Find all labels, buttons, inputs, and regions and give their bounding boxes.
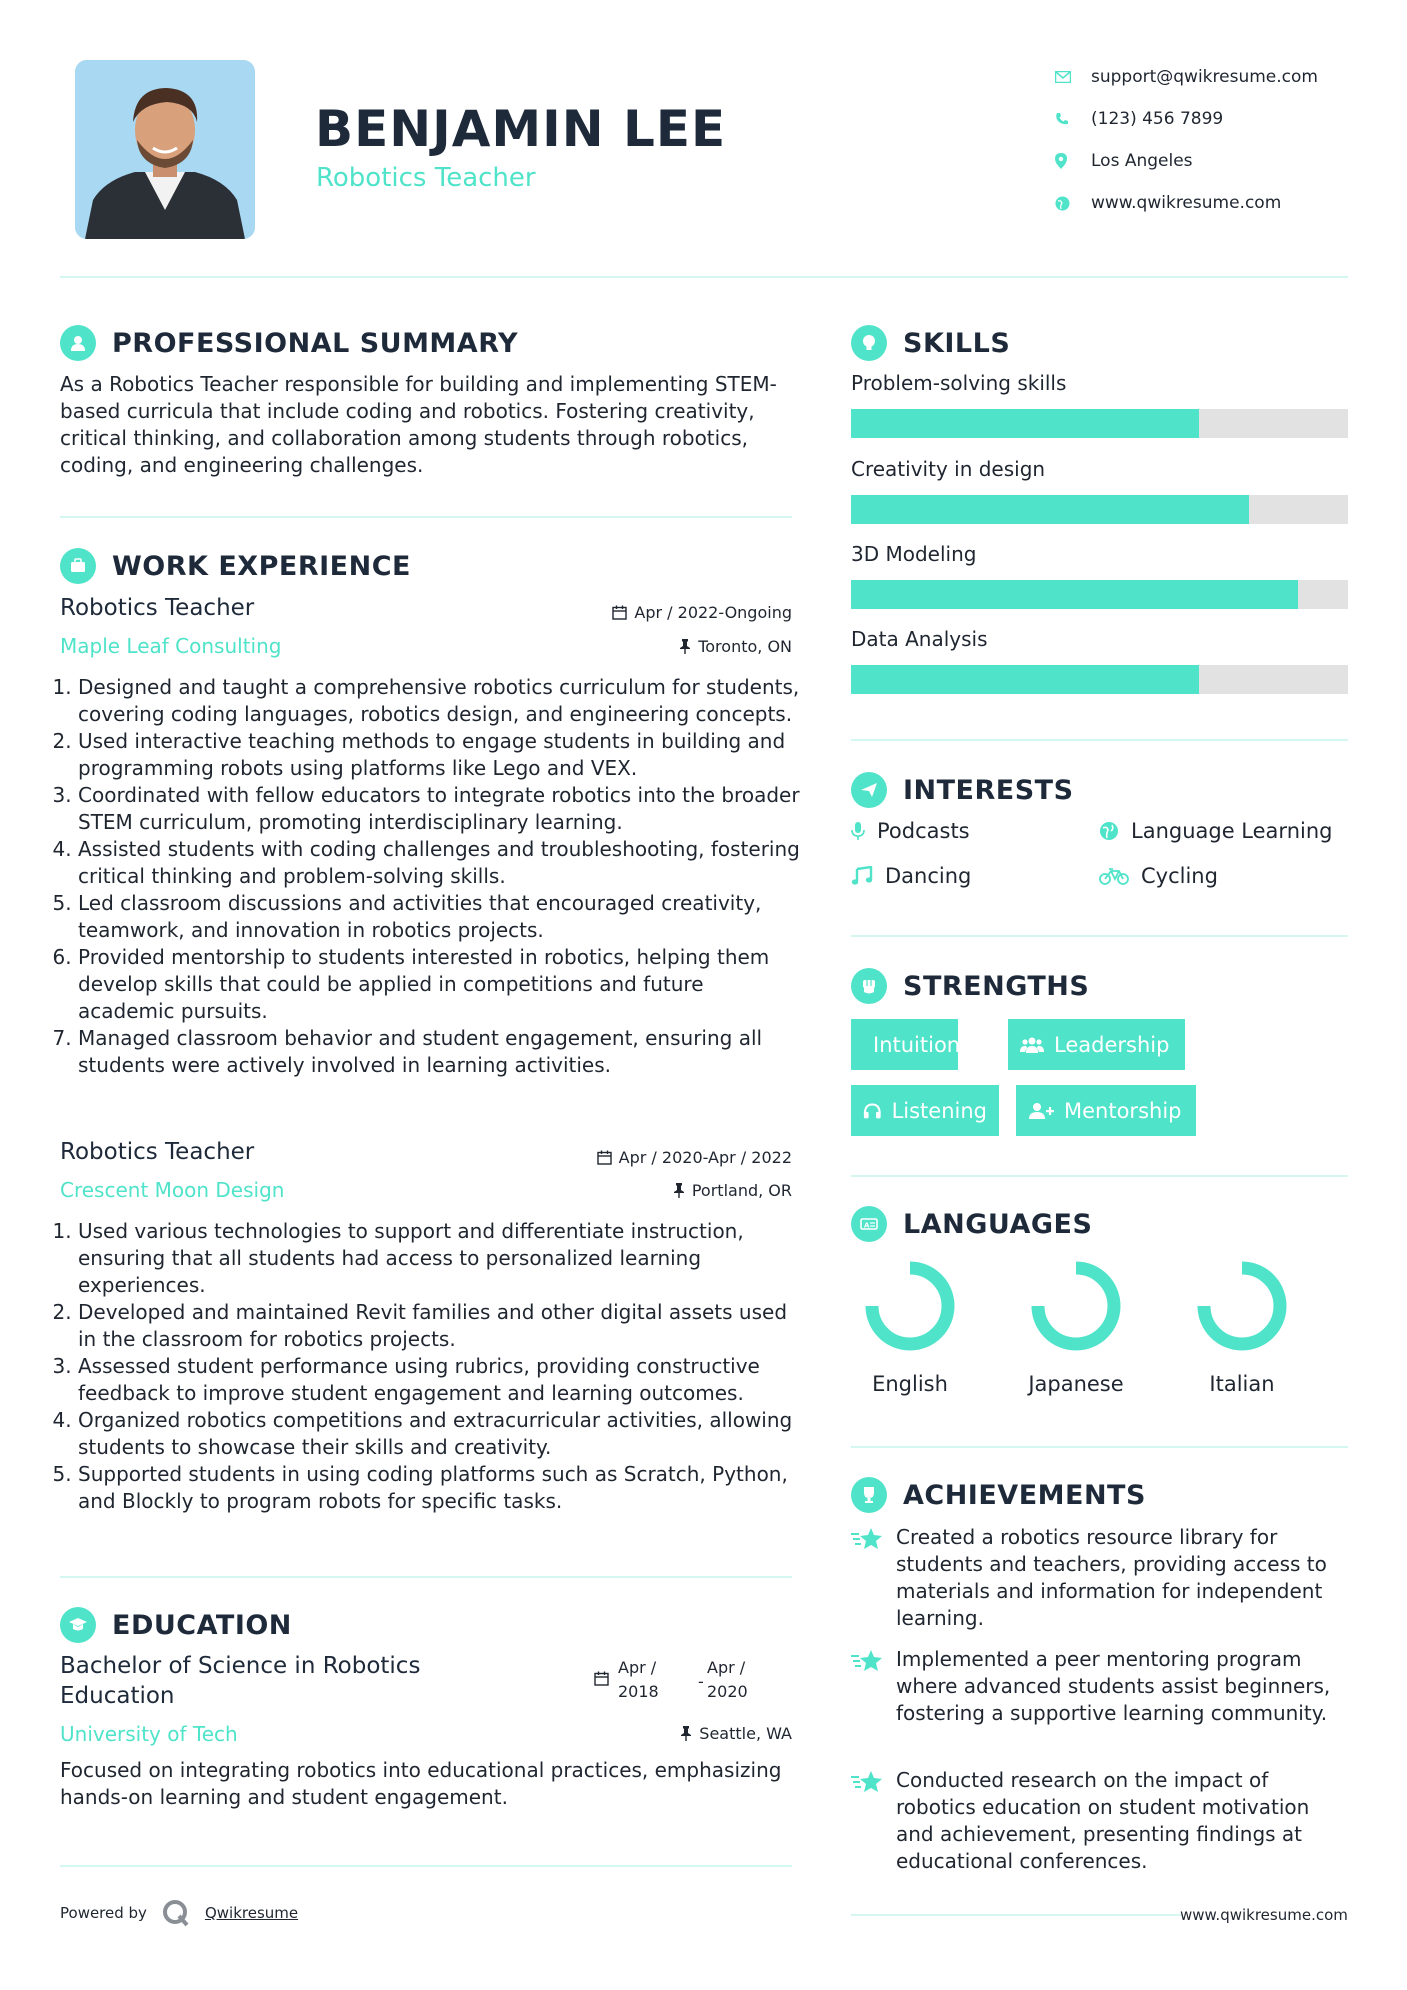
degree-line-1: Bachelor of Science in Robotics bbox=[60, 1653, 421, 1679]
job-1-location-text: Toronto, ON bbox=[698, 637, 792, 656]
language-label: Italian bbox=[1209, 1372, 1275, 1396]
interest-dancing bbox=[851, 864, 971, 888]
list-item: 2. Developed and maintained Revit families and other digital assets used in the classroom for robotics projects. bbox=[78, 1299, 800, 1353]
job-1-dates-text: Apr / 2022-Ongoing bbox=[634, 603, 792, 622]
job-2-location-text: Portland, OR bbox=[691, 1181, 792, 1200]
job-2-location bbox=[560, 1181, 792, 1200]
candidate-name: BENJAMIN LEE bbox=[315, 100, 727, 158]
skill-2-label: Creativity in design bbox=[851, 457, 1046, 481]
interest-label: Podcasts bbox=[877, 819, 970, 843]
education-heading bbox=[60, 1607, 292, 1643]
avatar bbox=[75, 60, 255, 239]
strengths-heading bbox=[851, 968, 1089, 1004]
profile-photo bbox=[75, 60, 255, 239]
contact-website[interactable] bbox=[1055, 182, 1375, 224]
pushpin-icon bbox=[679, 639, 691, 654]
microphone-icon bbox=[851, 821, 865, 841]
strengths-title: STRENGTHS bbox=[903, 970, 1090, 1002]
powered-by bbox=[60, 1898, 298, 1928]
strengths-divider bbox=[851, 1175, 1348, 1177]
music-note-icon bbox=[851, 866, 873, 886]
list-item: 1. Used various technologies to support and differentiate instruction, ensuring that all students had access to personalized learning experiences. bbox=[78, 1218, 800, 1299]
star-speed-icon bbox=[851, 1646, 896, 1727]
summary-divider bbox=[60, 516, 792, 518]
language-ring bbox=[1028, 1258, 1124, 1354]
header-divider bbox=[60, 276, 1348, 278]
strength-label: Leadership bbox=[1054, 1032, 1170, 1057]
powered-by-label: Powered by bbox=[60, 1904, 147, 1922]
interest-label: Language Learning bbox=[1131, 819, 1333, 843]
education-title: EDUCATION bbox=[112, 1609, 292, 1641]
experience-heading bbox=[60, 548, 411, 584]
fist-icon bbox=[851, 968, 887, 1004]
globe-icon bbox=[1055, 196, 1070, 211]
degree-line-2: Education bbox=[60, 1683, 175, 1709]
contact-email[interactable] bbox=[1055, 56, 1375, 98]
job-2-dates-text: Apr / 2020-Apr / 2022 bbox=[618, 1148, 792, 1167]
briefcase-icon bbox=[60, 548, 96, 584]
job-1-location bbox=[560, 637, 792, 656]
interest-cycling bbox=[1099, 864, 1218, 888]
contact-phone[interactable] bbox=[1055, 98, 1375, 140]
job-2-duties bbox=[60, 1218, 800, 1515]
user-icon bbox=[60, 325, 96, 361]
experience-title: WORK EXPERIENCE bbox=[112, 550, 411, 582]
star-speed-icon bbox=[851, 1524, 896, 1632]
language-ring bbox=[1194, 1258, 1290, 1354]
language-label: English bbox=[872, 1372, 948, 1396]
skill-3-label: 3D Modeling bbox=[851, 542, 977, 566]
calendar-icon bbox=[612, 605, 627, 620]
skill-1-bar bbox=[851, 409, 1348, 438]
summary-heading bbox=[60, 325, 518, 361]
user-plus-icon bbox=[1028, 1102, 1054, 1120]
skill-3-bar bbox=[851, 580, 1348, 609]
users-icon bbox=[1020, 1036, 1044, 1054]
headphones-icon bbox=[863, 1102, 882, 1120]
languages-heading bbox=[851, 1206, 1092, 1242]
interest-label: Cycling bbox=[1141, 864, 1218, 888]
education-start-year: 2018 bbox=[618, 1682, 659, 1701]
skill-2-fill bbox=[851, 495, 1249, 524]
contact-website-text: www.qwikresume.com bbox=[1091, 193, 1282, 213]
list-item: 1. Designed and taught a comprehensive robotics curriculum for students, covering coding languages, robotics design, and engineering concepts. bbox=[78, 674, 800, 728]
interest-language-learning bbox=[1099, 819, 1332, 843]
strength-label: Listening bbox=[891, 1098, 987, 1123]
achievement-text: Conducted research on the impact of robotics education on student motivation and achievement, presenting findings at educational conferences. bbox=[896, 1768, 1310, 1873]
education-end-date bbox=[707, 1656, 748, 1704]
phone-icon bbox=[1055, 112, 1069, 126]
language-italian bbox=[1182, 1258, 1302, 1396]
education-divider bbox=[60, 1865, 792, 1867]
bicycle-icon bbox=[1099, 866, 1129, 886]
strength-label: Intuition bbox=[873, 1032, 961, 1057]
list-item: 7. Managed classroom behavior and student engagement, ensuring all students were actively involved in learning activities. bbox=[78, 1025, 800, 1079]
job-2-title: Robotics Teacher bbox=[60, 1139, 255, 1165]
footer-website[interactable]: www.qwikresume.com bbox=[1180, 1906, 1348, 1924]
job-2-company: Crescent Moon Design bbox=[60, 1178, 285, 1202]
languages-title: LANGUAGES bbox=[903, 1208, 1093, 1240]
school-name: University of Tech bbox=[60, 1722, 238, 1746]
education-start-month: Apr / bbox=[618, 1658, 657, 1677]
list-item: 6. Provided mentorship to students interested in robotics, helping them develop skills that could be applied in competitions and future academic pursuits. bbox=[78, 944, 800, 1025]
contact-phone-text: (123) 456 7899 bbox=[1091, 109, 1224, 129]
email-icon bbox=[1055, 71, 1071, 83]
list-item: 4. Assisted students with coding challenges and troubleshooting, fostering critical thinking and problem-solving skills. bbox=[78, 836, 800, 890]
education-location-text: Seattle, WA bbox=[699, 1724, 792, 1743]
interests-divider bbox=[851, 935, 1348, 937]
language-label: Japanese bbox=[1028, 1372, 1124, 1396]
contact-block bbox=[1055, 56, 1375, 224]
achievement-text: Implemented a peer mentoring program where advanced students assist beginners, fostering a supportive learning community. bbox=[896, 1647, 1331, 1725]
globe-icon bbox=[1099, 821, 1119, 841]
job-1-title: Robotics Teacher bbox=[60, 595, 255, 621]
skill-4-fill bbox=[851, 665, 1199, 694]
skills-heading bbox=[851, 325, 1010, 361]
languages-divider bbox=[851, 1446, 1348, 1448]
strength-chip-listening bbox=[851, 1085, 999, 1136]
interests-heading bbox=[851, 772, 1074, 808]
language-english bbox=[850, 1258, 970, 1396]
skill-4-bar bbox=[851, 665, 1348, 694]
skills-divider bbox=[851, 739, 1348, 741]
achievements-heading bbox=[851, 1477, 1146, 1513]
map-pin-icon bbox=[1055, 153, 1067, 169]
education-end-year: 2020 bbox=[707, 1682, 748, 1701]
job-1-duties bbox=[60, 674, 800, 1079]
svg-text:A: A bbox=[864, 1221, 870, 1230]
contact-email-text: support@qwikresume.com bbox=[1091, 67, 1318, 87]
achievement-item bbox=[851, 1646, 1348, 1727]
graduation-icon bbox=[60, 1607, 96, 1643]
strength-chip-intuition bbox=[851, 1019, 961, 1070]
skill-1-fill bbox=[851, 409, 1199, 438]
trophy-icon bbox=[851, 1477, 887, 1513]
summary-title: PROFESSIONAL SUMMARY bbox=[112, 327, 519, 359]
contact-location bbox=[1055, 140, 1375, 182]
contact-location-text: Los Angeles bbox=[1091, 151, 1193, 171]
list-item: 5. Supported students in using coding platforms such as Scratch, Python, and Blockly to program robots for specific tasks. bbox=[78, 1461, 800, 1515]
calendar-icon bbox=[597, 1150, 612, 1165]
summary-text: As a Robotics Teacher responsible for building and implementing STEM-based curricula that include coding and robotics. Fostering creativity, critical thinking, and collaboration among students through robotics, coding, and engineering challenges. bbox=[60, 372, 777, 477]
pushpin-icon bbox=[673, 1183, 685, 1198]
job-2-dates bbox=[520, 1148, 792, 1167]
job-1-company: Maple Leaf Consulting bbox=[60, 634, 282, 658]
skill-3-fill bbox=[851, 580, 1298, 609]
education-location bbox=[560, 1724, 792, 1743]
paper-plane-icon bbox=[851, 772, 887, 808]
achievements-title: ACHIEVEMENTS bbox=[903, 1479, 1146, 1511]
list-item: 3. Assessed student performance using rubrics, providing constructive feedback to improve student engagement and learning outcomes. bbox=[78, 1353, 800, 1407]
list-item: 2. Used interactive teaching methods to engage students in building and programming robots using platforms like Lego and VEX. bbox=[78, 728, 800, 782]
qwikresume-logo-icon bbox=[161, 1898, 191, 1928]
date-separator: - bbox=[698, 1672, 704, 1691]
lightbulb-icon bbox=[851, 325, 887, 361]
star-speed-icon bbox=[851, 1767, 896, 1875]
qwikresume-link[interactable]: Qwikresume bbox=[204, 1904, 299, 1922]
interests-title: INTERESTS bbox=[903, 774, 1074, 806]
achievement-item bbox=[851, 1767, 1348, 1875]
interest-podcasts bbox=[851, 819, 970, 843]
education-description: Focused on integrating robotics into educational practices, emphasizing hands-on learning and student engagement. bbox=[60, 1758, 782, 1809]
candidate-title: Robotics Teacher bbox=[316, 163, 536, 193]
language-ring bbox=[862, 1258, 958, 1354]
list-item: 4. Organized robotics competitions and extracurricular activities, allowing students to showcase their skills and creativity. bbox=[78, 1407, 800, 1461]
pushpin-icon bbox=[680, 1726, 692, 1741]
experience-divider bbox=[60, 1576, 792, 1578]
strength-chip-leadership bbox=[1008, 1019, 1185, 1070]
language-icon bbox=[851, 1206, 887, 1242]
skill-2-bar bbox=[851, 495, 1348, 524]
list-item: 5. Led classroom discussions and activities that encouraged creativity, teamwork, and innovation in robotics projects. bbox=[78, 890, 800, 944]
achievement-text: Created a robotics resource library for students and teachers, providing access to materials and information for independent learning. bbox=[896, 1525, 1327, 1630]
achievements-divider bbox=[851, 1914, 1181, 1916]
list-item: 3. Coordinated with fellow educators to integrate robotics into the broader STEM curriculum, promoting interdisciplinary learning. bbox=[78, 782, 800, 836]
achievement-item bbox=[851, 1524, 1348, 1632]
skill-4-label: Data Analysis bbox=[851, 627, 988, 651]
skill-1-label: Problem-solving skills bbox=[851, 371, 1067, 395]
calendar-icon bbox=[594, 1671, 609, 1690]
language-japanese bbox=[1016, 1258, 1136, 1396]
strength-chip-mentorship bbox=[1016, 1085, 1196, 1136]
education-start-date bbox=[618, 1656, 659, 1704]
education-end-month: Apr / bbox=[707, 1658, 746, 1677]
skills-title: SKILLS bbox=[903, 327, 1011, 359]
job-1-dates bbox=[560, 603, 792, 622]
interest-label: Dancing bbox=[885, 864, 972, 888]
strength-label: Mentorship bbox=[1064, 1098, 1182, 1123]
